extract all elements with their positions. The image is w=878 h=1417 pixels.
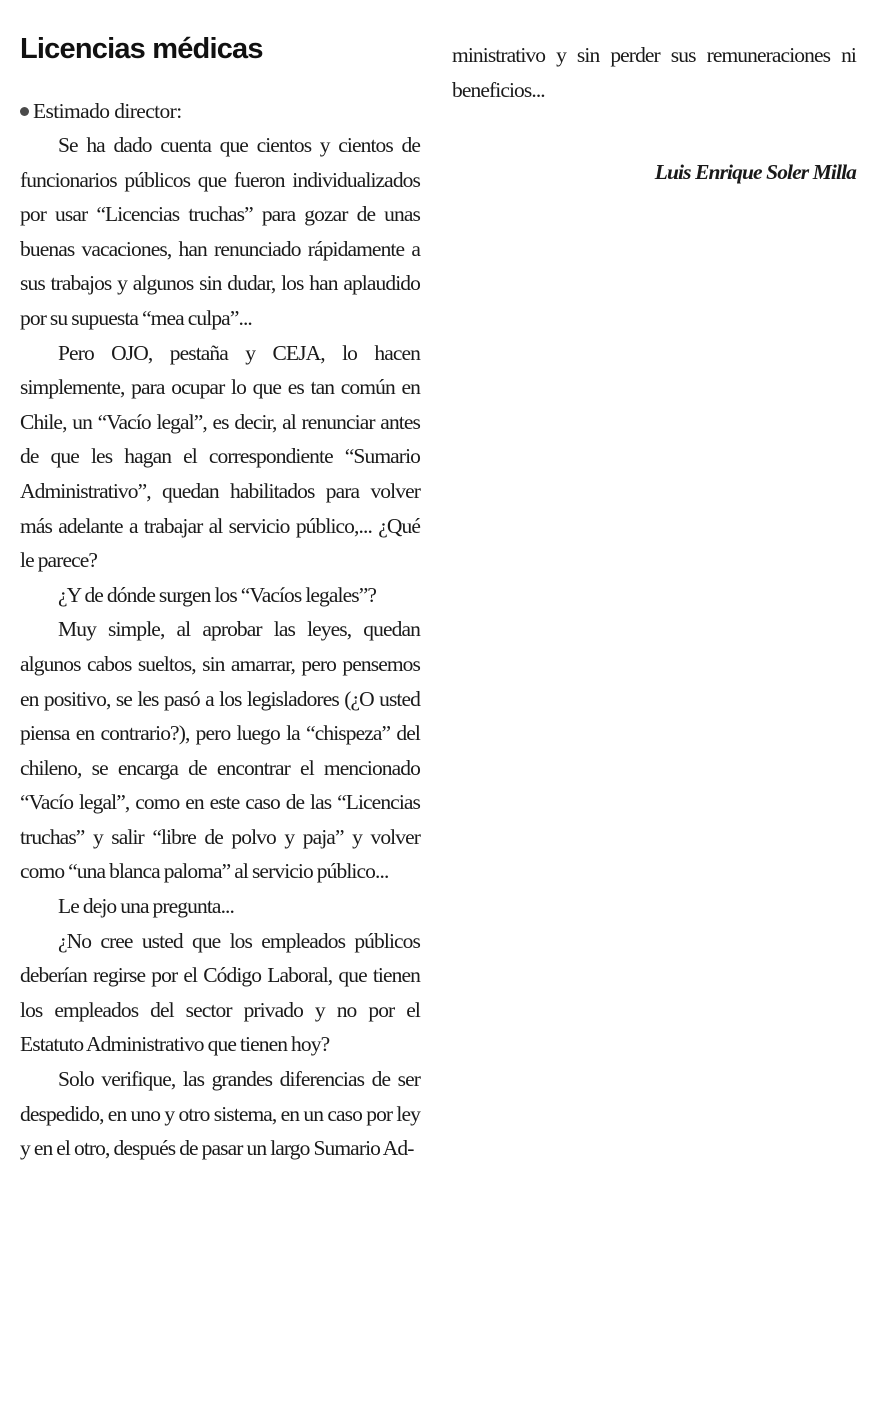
salutation: Estimado director:	[33, 99, 182, 123]
headline: Licencias médicas	[20, 33, 263, 65]
paragraph-4: Muy simple, al aprobar las leyes, quedan algunos cabos sueltos, sin amarrar, pero pensemos en positivo, se les pasó a los legisladores (¿O usted piensa en contrario?), pero luego la “chispeza” del chileno, se encarga de encontrar el mencionado “Vacío legal”, como en este caso de las “Licencias truchas” y salir “libre de polvo y paja” y volver como “una blanca paloma” al servicio público...	[20, 617, 420, 884]
paragraph-2: Pero OJO, pestaña y CEJA, lo hacen simplemente, para ocupar lo que es tan común en Chile, un “Vacío legal”, es decir, al renunciar antes de que les hagan el correspondiente “Sumario Administrativo”, quedan habilitados para volver más adelante a trabajar al servicio público,... ¿Qué le parece?	[20, 340, 420, 573]
author-signature: Luis Enrique Soler Milla	[654, 160, 856, 185]
paragraph-5: Le dejo una pregunta...	[58, 894, 235, 919]
paragraph-1: Se ha dado cuenta que cientos y cientos de funcionarios públicos que fueron individualizados por usar “Licencias truchas” para gozar de unas buenas vacaciones, han renunciado rápidamente a sus trabajos y algunos sin dudar, los han aplaudido por su supuesta “mea culpa”...	[20, 133, 420, 330]
salutation-line	[20, 94, 420, 128]
left-column	[20, 32, 420, 1166]
paragraph-continuation: ministrativo y sin perder sus remuneraciones ni beneficios...	[452, 43, 856, 102]
bullet-icon	[20, 107, 29, 116]
paragraph-7: Solo verifique, las grandes diferencias de ser despedido, en uno y otro sistema, en un caso por ley y en el otro, después de pasar un largo Sumario Ad-	[20, 1067, 420, 1161]
right-column	[452, 38, 856, 189]
paragraph-6: ¿No cree usted que los empleados públicos deberían regirse por el Código Laboral, que tienen los empleados del sector privado y no por el Estatuto Administrativo que tienen hoy?	[20, 928, 420, 1057]
paragraph-3: ¿Y de dónde surgen los “Vacíos legales”?	[58, 582, 377, 607]
